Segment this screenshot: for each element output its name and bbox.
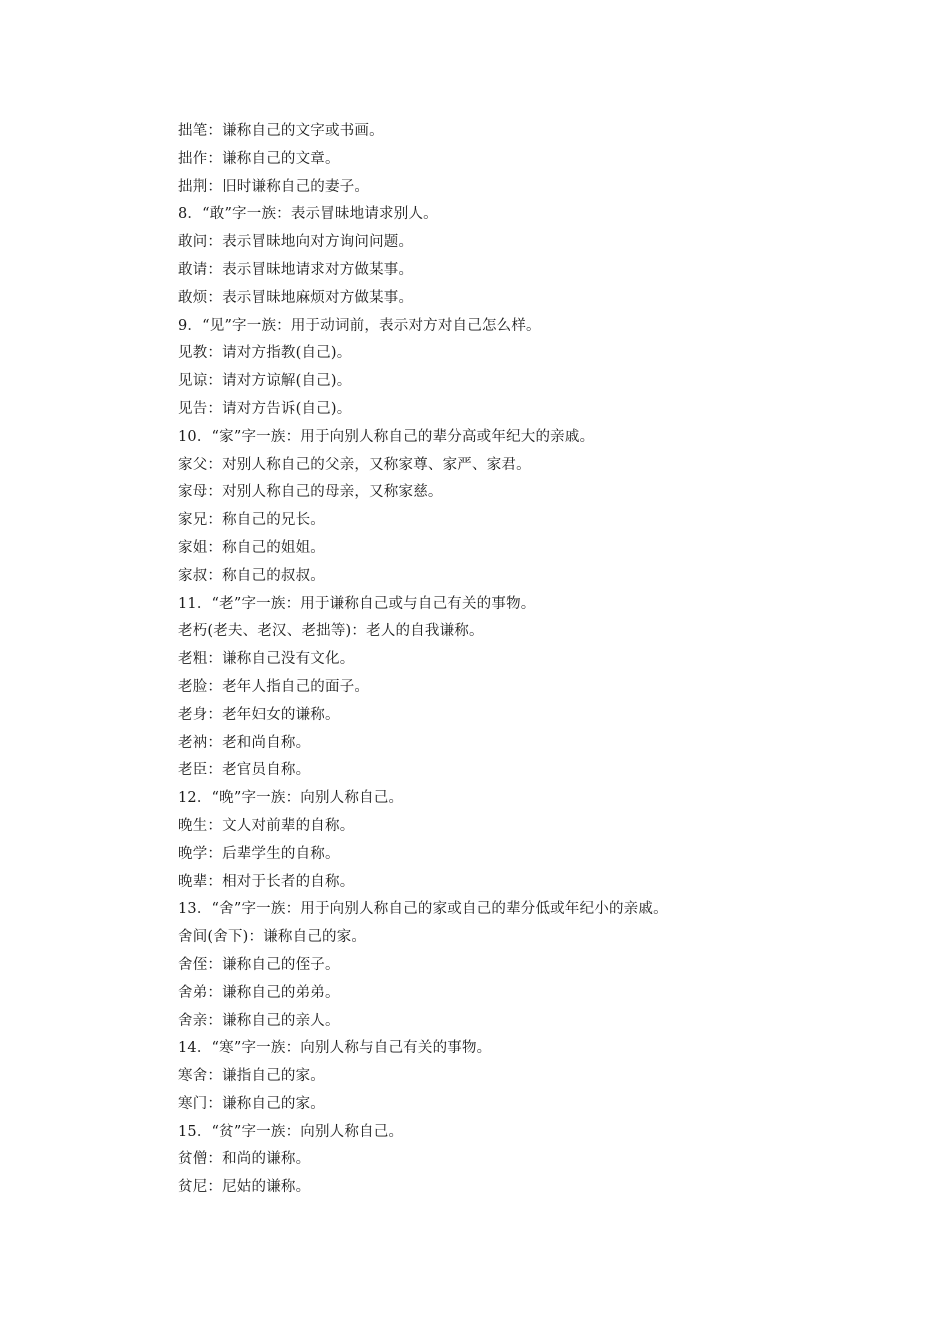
text-line: 舍弟：谦称自己的弟弟。	[178, 984, 340, 1001]
section-heading: 15．“贫”字一族：向别人称自己。	[178, 1123, 404, 1140]
text-line: 老粗：谦称自己没有文化。	[178, 651, 355, 668]
section-heading: 12．“晚”字一族：向别人称自己。	[178, 790, 404, 807]
section-heading: 13．“舍”字一族：用于向别人称自己的家或自己的辈分低或年纪小的亲戚。	[178, 901, 668, 918]
text-line: 敢问：表示冒昧地向对方询问问题。	[178, 234, 414, 251]
text-line: 见谅：请对方谅解(自己)。	[178, 373, 352, 390]
section-heading: 8．“敢”字一族：表示冒昧地请求别人。	[178, 206, 438, 223]
text-line: 贫尼：尼姑的谦称。	[178, 1179, 311, 1196]
text-line: 拙作：谦称自己的文章。	[178, 150, 340, 167]
text-line: 晚学：后辈学生的自称。	[178, 845, 340, 862]
text-line: 家叔：称自己的叔叔。	[178, 567, 325, 584]
text-line: 拙荆：旧时谦称自己的妻子。	[178, 178, 370, 195]
text-line: 老衲：老和尚自称。	[178, 734, 311, 751]
section-heading: 10．“家”字一族：用于向别人称自己的辈分高或年纪大的亲戚。	[178, 428, 595, 445]
text-line: 见告：请对方告诉(自己)。	[178, 400, 352, 417]
text-line: 家母：对别人称自己的母亲，又称家慈。	[178, 484, 443, 501]
text-line: 家兄：称自己的兄长。	[178, 512, 325, 529]
text-line: 见教：请对方指教(自己)。	[178, 345, 352, 362]
text-line: 舍亲：谦称自己的亲人。	[178, 1012, 340, 1029]
text-line: 敢请：表示冒昧地请求对方做某事。	[178, 261, 414, 278]
text-line: 敢烦：表示冒昧地麻烦对方做某事。	[178, 289, 414, 306]
text-line: 老朽(老夫、老汉、老拙等)：老人的自我谦称。	[178, 623, 484, 640]
text-line: 老臣：老官员自称。	[178, 762, 311, 779]
text-line: 寒门：谦称自己的家。	[178, 1095, 325, 1112]
text-line: 家姐：称自己的姐姐。	[178, 539, 325, 556]
section-heading: 9．“见”字一族：用于动词前，表示对方对自己怎么样。	[178, 317, 541, 334]
text-line: 贫僧：和尚的谦称。	[178, 1151, 311, 1168]
text-line: 晚辈：相对于长者的自称。	[178, 873, 355, 890]
text-line: 舍间(舍下)：谦称自己的家。	[178, 929, 367, 946]
text-line: 舍侄：谦称自己的侄子。	[178, 956, 340, 973]
section-heading: 11．“老”字一族：用于谦称自己或与自己有关的事物。	[178, 595, 536, 612]
text-line: 拙笔：谦称自己的文字或书画。	[178, 123, 384, 139]
document-body	[178, 118, 798, 1202]
text-line: 老脸：老年人指自己的面子。	[178, 678, 370, 695]
section-heading: 14．“寒”字一族：向别人称与自己有关的事物。	[178, 1040, 492, 1057]
text-line: 晚生：文人对前辈的自称。	[178, 817, 355, 834]
text-line: 老身：老年妇女的谦称。	[178, 706, 340, 723]
text-line: 家父：对别人称自己的父亲，又称家尊、家严、家君。	[178, 456, 531, 473]
text-line: 寒舍：谦指自己的家。	[178, 1068, 325, 1085]
